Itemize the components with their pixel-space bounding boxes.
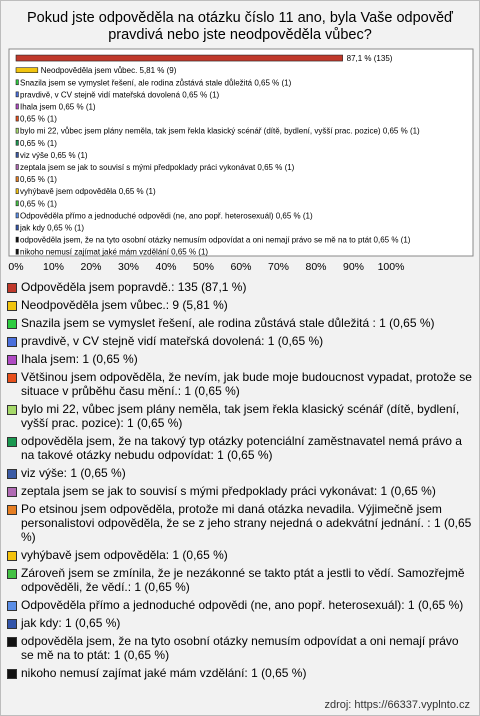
legend-swatch	[7, 601, 17, 611]
bar	[16, 68, 38, 73]
source-credit: zdroj: https://66337.vyplnto.cz	[324, 699, 470, 711]
bar	[16, 92, 18, 97]
legend-text: zeptala jsem se jak to souvisí s mými předpoklady práci vykonávat: 1 (0,65 %)	[21, 484, 436, 498]
legend-swatch	[7, 487, 17, 497]
bar	[16, 177, 18, 182]
legend-item	[7, 666, 473, 680]
bar-value-label: 87,1 % (135)	[346, 54, 393, 64]
legend-item	[7, 484, 473, 498]
legend-item	[7, 316, 473, 330]
legend-swatch	[7, 569, 17, 579]
legend-swatch	[7, 505, 17, 515]
bar	[16, 225, 18, 230]
bar	[16, 213, 18, 218]
x-tick-label: 80%	[305, 261, 327, 273]
x-tick-label: 70%	[267, 261, 290, 273]
bar	[16, 104, 18, 109]
bar-category-label: Snazila jsem se vymyslet řešení, ale rodina zůstává stale důležitá 0,65 % (1)	[20, 78, 292, 88]
legend-swatch	[7, 319, 17, 329]
legend-swatch	[7, 437, 17, 447]
bar-category-label: 0,65 % (1)	[20, 199, 57, 209]
chart-title: Pokud jste odpověděla na otázku číslo 11 ano, byla Vaše odpověď pravdivá nebo jste neodpověděla vůbec?	[27, 10, 453, 43]
x-tick-label: 30%	[117, 261, 140, 273]
legend-text: Odpověděla jsem popravdě.: 135 (87,1 %)	[21, 280, 247, 294]
legend-swatch	[7, 301, 17, 311]
bar-category-label: Ihala jsem 0,65 % (1)	[20, 102, 96, 112]
bar-category-label: jak kdy 0,65 % (1)	[20, 223, 85, 233]
legend-item	[7, 634, 473, 662]
legend-swatch	[7, 637, 17, 647]
legend-swatch	[7, 619, 17, 629]
x-tick-label: 40%	[155, 261, 177, 273]
legend-text: bylo mi 22, vůbec jsem plány neměla, tak jsem řekla klasický scénář (dítě, bydlení, vyšší prac. pozice): 1 (0,65 %)	[21, 402, 460, 430]
bar	[16, 55, 343, 61]
bar	[16, 165, 18, 170]
plot-svg	[9, 49, 473, 274]
legend-item	[7, 280, 473, 294]
legend-swatch	[7, 551, 17, 561]
bar	[16, 80, 18, 85]
bar	[16, 152, 18, 157]
legend-swatch	[7, 355, 17, 365]
bar-category-label: 0,65 % (1)	[20, 175, 57, 185]
x-tick-label: 10%	[42, 261, 65, 273]
legend	[7, 280, 473, 684]
bar-category-label: nikoho nemusí zajímat jaké mám vzdělání 0,65 % (1)	[20, 247, 209, 257]
legend-item	[7, 616, 473, 630]
legend-item	[7, 352, 473, 366]
legend-text: odpověděla jsem, že na takový typ otázky potenciální zaměstnavatel nemá právo a na takové otázky nebudu odpovídat: 1 (0,65 %)	[21, 434, 462, 462]
legend-text: Odpověděla přímo a jednoduché odpovědi (ne, ano popř. heterosexuál): 1 (0,65 %)	[21, 598, 464, 612]
legend-swatch	[7, 405, 17, 415]
x-tick-label: 90%	[342, 261, 365, 273]
bar	[16, 189, 18, 194]
x-tick-label: 0%	[8, 261, 24, 273]
bar	[16, 116, 18, 121]
legend-item	[7, 548, 473, 562]
bar-category-label: pravdivě, v CV stejně vidí mateřská dovolená 0,65 % (1)	[20, 90, 220, 100]
plot-area	[8, 49, 473, 273]
bar-category-label: Neodpověděla jsem vůbec. 5,81 % (9)	[40, 66, 177, 76]
legend-item	[7, 298, 473, 312]
legend-text: vyhýbavě jsem odpověděla: 1 (0,65 %)	[21, 548, 228, 562]
legend-item	[7, 598, 473, 612]
legend-item	[7, 566, 473, 594]
bar	[16, 249, 18, 254]
bar-category-label: Odpověděla přímo a jednoduché odpovědi (ne, ano popř. heterosexuál) 0,65 % (1)	[20, 211, 313, 221]
legend-text: pravdivě, v CV stejně vidí mateřská dovolená: 1 (0,65 %)	[21, 334, 324, 348]
bar-category-label: bylo mi 22, vůbec jsem plány neměla, tak jsem řekla klasický scénář (dítě, bydlení, vyšší prac. pozice) 0,65 % (1)	[20, 126, 420, 136]
legend-text: Ihala jsem: 1 (0,65 %)	[21, 352, 138, 366]
legend-item	[7, 402, 473, 430]
legend-swatch	[7, 469, 17, 479]
legend-text: odpověděla jsem, že na tyto osobní otázky nemusím odpovídat a oni nemají právo se mě na to ptát: 1 (0,65 %)	[21, 634, 459, 662]
bar-category-label: vyhýbavě jsem odpověděla 0,65 % (1)	[20, 187, 156, 197]
legend-text: Většinou jsem odpověděla, že nevím, jak bude moje budoucnost vypadat, protože se situace v průběhu času mění.: 1 (0,65 %)	[21, 370, 472, 398]
bar	[16, 128, 18, 133]
legend-text: viz výše: 1 (0,65 %)	[21, 466, 126, 480]
bar-category-label: zeptala jsem se jak to souvisí s mými předpoklady práci vykonávat 0,65 % (1)	[20, 163, 295, 172]
legend-text: Po etsinou jsem odpověděla, protože mi daná otázka nevadila. Výjimečně jsem personalistovi odpověděla, že se z jeho strany nejedná o adekvátní jednání. : 1 (0,65 %)	[21, 502, 472, 544]
legend-text: Zároveň jsem se zmínila, že je nezákonné se takto ptát a jestli to vědí. Samozřejmě odpověděli, že vědí.: 1 (0,65 %)	[21, 566, 465, 594]
legend-swatch	[7, 337, 17, 347]
x-tick-label: 20%	[80, 261, 102, 273]
legend-text: jak kdy: 1 (0,65 %)	[21, 616, 121, 630]
legend-text: Snazila jsem se vymyslet řešení, ale rodina zůstává stale důležitá : 1 (0,65 %)	[21, 316, 435, 330]
bar	[16, 140, 18, 145]
legend-text: Neodpověděla jsem vůbec.: 9 (5,81 %)	[21, 298, 228, 312]
bar-category-label: viz výše 0,65 % (1)	[20, 150, 88, 160]
bar-category-label: odpověděla jsem, že na tyto osobní otázky nemusím odpovídat a oni nemají právo se mě na to ptát 0,65 % (1)	[20, 235, 411, 245]
legend-item	[7, 466, 473, 480]
legend-item	[7, 434, 473, 462]
x-tick-label: 100%	[377, 261, 405, 273]
legend-swatch	[7, 373, 17, 383]
legend-swatch	[7, 669, 17, 679]
legend-item	[7, 502, 473, 544]
legend-item	[7, 370, 473, 398]
x-tick-label: 50%	[192, 261, 215, 273]
x-tick-label: 60%	[230, 261, 252, 273]
legend-item	[7, 334, 473, 348]
legend-swatch	[7, 283, 17, 293]
bar	[16, 237, 18, 242]
legend-text: nikoho nemusí zajímat jaké mám vzdělání: 1 (0,65 %)	[21, 666, 307, 680]
bar	[16, 201, 18, 206]
bar-category-label: 0,65 % (1)	[20, 138, 57, 148]
bar-category-label: 0,65 % (1)	[20, 114, 57, 124]
